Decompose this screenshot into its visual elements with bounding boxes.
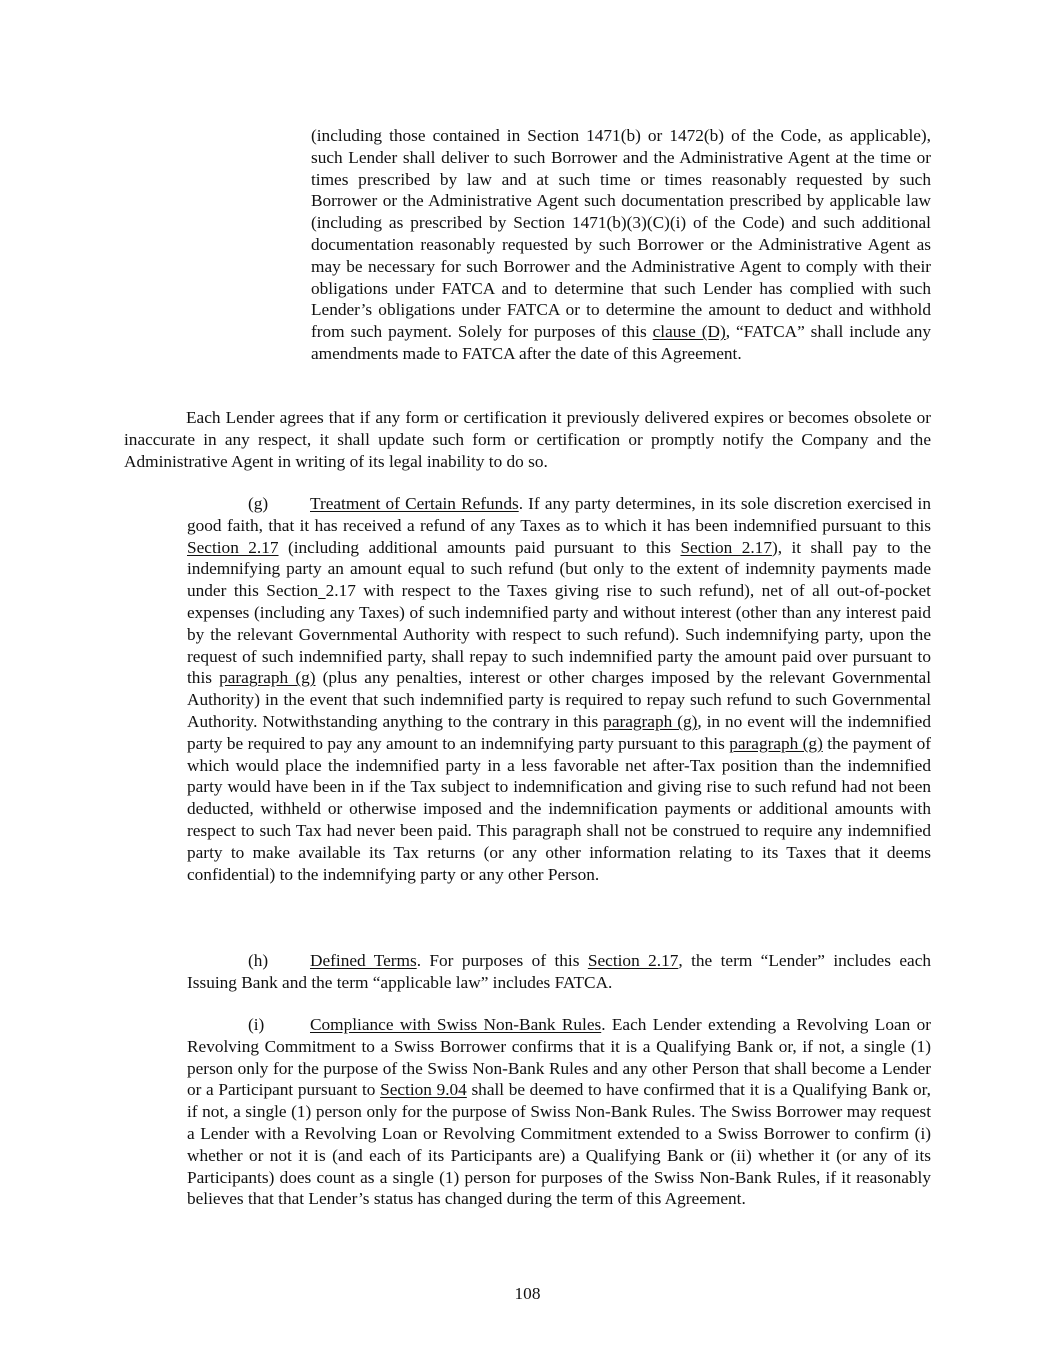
section-2-17-link[interactable]: Section 2.17 (187, 537, 279, 557)
paragraph-i-text: shall be deemed to have confirmed that it is a Qualifying Bank or, if not, a single (1) person only for the purpose of Swiss Non-Bank Rules. The Swiss Borrower may request a Lender with a Revolving Loan or Revolving Commitment extended to a Swiss Borrower to confirm (i) whether or not it is (and each of its Participants are) a Qualifying Bank or (ii) whether it (or any of its Participants) does count as a single (1) person for purposes of the Swiss Non-Bank Rules, if it reasonably believes that that Lender’s status has changed during the term of this Agreement. (187, 1080, 931, 1209)
underlined-space (318, 581, 326, 600)
page-number: 108 (514, 1284, 541, 1303)
paragraph-i-number: (i) (248, 1015, 265, 1034)
paragraph-g-link[interactable]: paragraph (g) (219, 668, 316, 688)
clause-d-text: (including those contained in Section 1471(b) or 1472(b) of the Code, as applicable), such Lender shall deliver to such Borrower and the Administrative Agent at the time or times prescribed by law and at such time or times reasonably requested by such Borrower or the Administrative Agent such documentation prescribed by applicable law (including as prescribed by Section 1471(b)(3)(C)(i) of the Code) and such additional documentation reasonably requested by such Borrower or the Administrative Agent as may be necessary for such Borrower and the Administrative Agent to comply with their obligations under FATCA and to determine that such Lender has complied with such Lender’s obligations under FATCA or to determine the amount to deduct and withhold from such payment. Solely for purposes of this (311, 126, 931, 342)
paragraph-g-link[interactable]: paragraph (g) (603, 711, 698, 731)
each-lender-paragraph: Each Lender agrees that if any form or certification it previously delivered expires or becomes obsolete or inaccurate in any respect, it shall update such form or certification or promptly notify the Company and the Administrative Agent in writing of its legal inability to do so. (124, 408, 931, 471)
paragraph-g-text: 2.17 with respect to the Taxes giving rise to such refund), net of all out-of-pocket expenses (including any Taxes) of such indemnified party and without interest (other than any interest paid by the relevant Governmental Authority with respect to such refund). Such indemnifying party, upon the request of such indemnified party, shall repay to such indemnified party the amount paid over pursuant to this (187, 581, 931, 688)
section-2-17-link[interactable]: Section 2.17 (587, 951, 679, 970)
paragraph-g (187, 493, 931, 885)
paragraph-g-text: the payment of which would place the indemnified party in a less favorable net after-Tax position than the indemnified party would have been in if the Tax subject to indemnification and giving rise to such refund had not been deducted, withheld or otherwise imposed and the indemnification payments or additional amounts with respect to such Tax had never been paid. This paragraph shall not be construed to require any indemnified party to make available its Tax returns (or any other information relating to its Taxes that it deems confidential) to the indemnifying party or any other Person. (187, 733, 932, 884)
paragraph-i-heading: Compliance with Swiss Non-Bank Rules (310, 1015, 602, 1034)
paragraph-i (187, 1014, 931, 1210)
section-2-17-link[interactable]: Section 2.17 (680, 537, 772, 557)
paragraph-g-text: . If any party determines, in its sole discretion exercised in good faith, that it has received a refund of any Taxes as to which it has been indemnified pursuant to this (187, 494, 932, 535)
paragraph-h (187, 950, 931, 994)
paragraph-h-heading: Defined Terms (310, 951, 417, 970)
paragraph-h-number: (h) (248, 951, 269, 970)
paragraph-h-text: . For purposes of this (416, 951, 588, 970)
paragraph-g-text: ), it shall pay to the indemnifying party an amount equal to such refund (but only to the extent of indemnity payments made under this Section (187, 537, 931, 601)
paragraph-g-text: (plus any penalties, interest or other charges imposed by the relevant Governmental Authority) in the event that such indemnified party is required to repay such refund to such Governmental Authority. Notwithstanding anything to the contrary in this (187, 668, 931, 731)
clause-d-text: , “FATCA” shall include any amendments made to FATCA after the date of this Agreement. (311, 322, 931, 363)
paragraph-g-number: (g) (248, 494, 269, 513)
clause-d-reference-link[interactable]: clause (D) (652, 322, 726, 342)
paragraph-h-text: , the term “Lender” includes each Issuing Bank and the term “applicable law” includes FATCA. (187, 951, 932, 992)
paragraph-g-text: (including additional amounts paid pursuant to this (278, 537, 681, 557)
clause-d-continuation (311, 125, 931, 365)
paragraph-g-link[interactable]: paragraph (g) (729, 733, 823, 753)
paragraph-g-text: , in no event will the indemnified party be required to pay any amount to an indemnifying party pursuant to this (187, 711, 931, 753)
paragraph-i-text: . Each Lender extending a Revolving Loan or Revolving Commitment to a Swiss Borrower confirms that it is a Qualifying Bank or, if not, a single (1) person only for the purpose of the Swiss Non-Bank Rules and any other Person that shall become a Lender or a Participant pursuant to (187, 1015, 931, 1100)
section-9-04-link[interactable]: Section 9.04 (380, 1080, 467, 1100)
paragraph-g-heading: Treatment of Certain Refunds (310, 494, 519, 513)
